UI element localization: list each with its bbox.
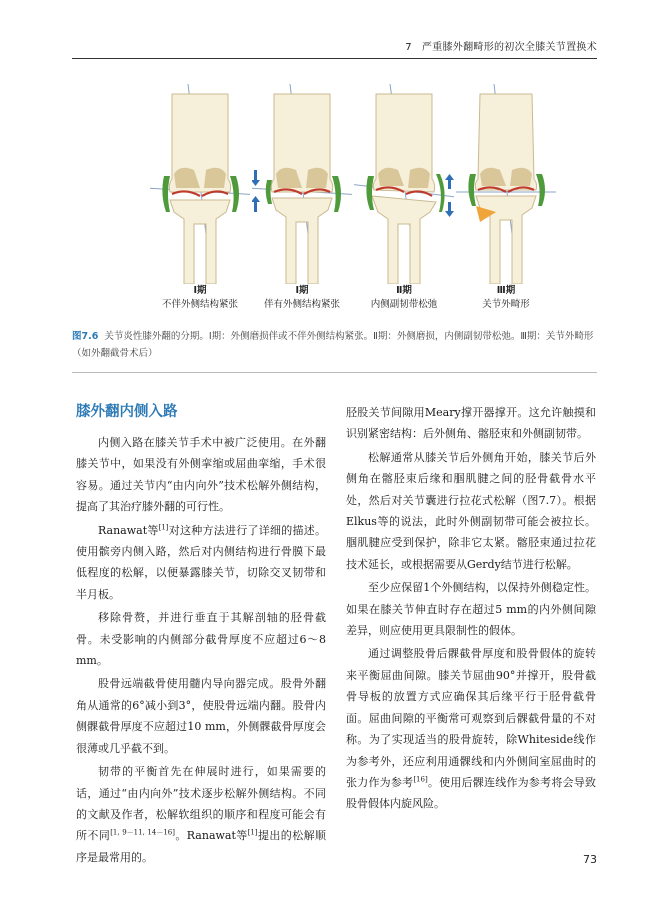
caption-rule xyxy=(72,372,597,373)
citation: [16] xyxy=(413,775,428,784)
chapter-title: 严重膝外翻畸形的初次全膝关节置换术 xyxy=(421,42,597,53)
panel-label: 关节外畸形 xyxy=(482,299,530,310)
arrow-up-icon xyxy=(252,196,260,212)
arrow-down-icon xyxy=(445,202,454,217)
figure-caption xyxy=(72,328,597,362)
paragraph: 韧带的平衡首先在伸展时进行，如果需要的话，通过“由内向外”技术逐步松解外侧结构。不同的文献及作者，松解软组织的顺序和程度可能会有所不同[1, 9－11, 14－16]。Ranawat等[1]提出的松解顺序是最常用的。 xyxy=(76,765,326,864)
panel-label: 内侧副韧带松弛 xyxy=(370,299,438,310)
citation: [1] xyxy=(158,522,169,531)
stage-label: Ⅲ期 xyxy=(496,285,516,296)
panel-stage-2 xyxy=(354,84,454,314)
arrow-down-icon xyxy=(252,170,260,186)
panel-label: 不伴外侧结构紧张 xyxy=(161,299,238,310)
stage-label: Ⅱ期 xyxy=(396,285,412,296)
paragraph: 内侧入路在膝关节手术中被广泛使用。在外翻膝关节中，如果没有外侧挛缩或屈曲挛缩，手术很容易。通过关节内“由内向外”技术松解外侧结构，提高了其治疗膝外翻的可行性。 xyxy=(76,436,326,514)
chapter-heading xyxy=(405,38,597,53)
right-column xyxy=(346,402,596,817)
arrow-up-icon xyxy=(445,174,454,189)
citation: [1, 9－11, 14－16] xyxy=(110,828,175,837)
paragraph: 至少应保留1个外侧结构，以保持外侧稳定性。如果在膝关节伸直时存在超过5 mm的内外侧间隙差异，则应使用更具限制性的假体。 xyxy=(346,581,596,638)
chapter-number: 7 xyxy=(405,42,412,53)
paragraph: 松解通常从膝关节后外侧角开始，膝关节后外侧角在髂胫束后缘和腘肌腱之间的胫骨截骨水平处，然后对关节囊进行拉花式松解（图7.7）。根据Elkus等的说法，此时外侧副韧带可能会被拉长。腘肌腱应受到保护，除非它太紧。髂胫束通过拉花技术延长，或根据需要从Gerdy结节进行松解。 xyxy=(346,450,596,571)
paragraph: 通过调整股骨后髁截骨厚度和股骨假体的旋转来平衡屈曲间隙。膝关节屈曲90°并撑开，股骨截骨导板的放置方式应确保其后缘平行于胫骨截骨面。屈曲间隙的平衡常可观察到后髁截骨量的不对称。为了实现适当的股骨旋转，除Whiteside线作为参考外，还应利用通髁线和内外侧间室屈曲时的张力作为参考[16]。使用后髁连线作为参考将会导致股骨假体内旋风险。 xyxy=(346,647,597,811)
panel-stage-1b xyxy=(252,84,352,314)
caption-label: 图7.6 xyxy=(72,331,99,342)
paragraph: 股骨远端截骨使用髓内导向器完成。股骨外翻角从通常的6°减小到3°，使股骨远端内翻。股骨内侧髁截骨厚度不应超过10 mm，外侧髁截骨厚度会很薄或几乎截不到。 xyxy=(76,677,326,755)
section-title: 膝外翻内侧入路 xyxy=(76,404,178,420)
stage-label: Ⅰ期 xyxy=(193,285,207,296)
figure-valgus-stages xyxy=(150,84,550,314)
paragraph: 移除骨赘，并进行垂直于其解剖轴的胫骨截骨。未受影响的内侧部分截骨厚度不应超过6～8 mm。 xyxy=(76,611,326,668)
caption-text: 关节炎性膝外翻的分期。Ⅰ期：外侧磨损伴或不伴外侧结构紧张。Ⅱ期：外侧磨损，内侧副韧带松弛。Ⅲ期：关节外畸形（如外翻截骨术后） xyxy=(72,331,594,359)
knee-illustration xyxy=(150,84,250,284)
header-rule xyxy=(72,58,597,59)
knee-illustration xyxy=(252,84,352,284)
panel-stage-1a xyxy=(150,84,250,314)
panel-stage-3 xyxy=(456,84,556,314)
knee-illustration xyxy=(456,84,556,284)
stage-label: Ⅰ期 xyxy=(295,285,309,296)
paragraph: Ranawat等[1]对这种方法进行了详细的描述。使用髌旁内侧入路，然后对内侧结构进行骨膜下最低程度的松解，以便暴露膝关节，切除交叉韧带和半月板。 xyxy=(76,522,326,601)
page-number: 73 xyxy=(583,853,597,866)
citation: [1] xyxy=(247,828,258,837)
knee-illustration xyxy=(354,84,454,284)
panel-label: 伴有外侧结构紧张 xyxy=(263,299,340,310)
paragraph: 胫股关节间隙用Meary撑开器撑开。这允许触摸和识别紧密结构：后外侧角、髂胫束和外侧副韧带。 xyxy=(346,406,596,441)
left-column xyxy=(76,402,326,870)
